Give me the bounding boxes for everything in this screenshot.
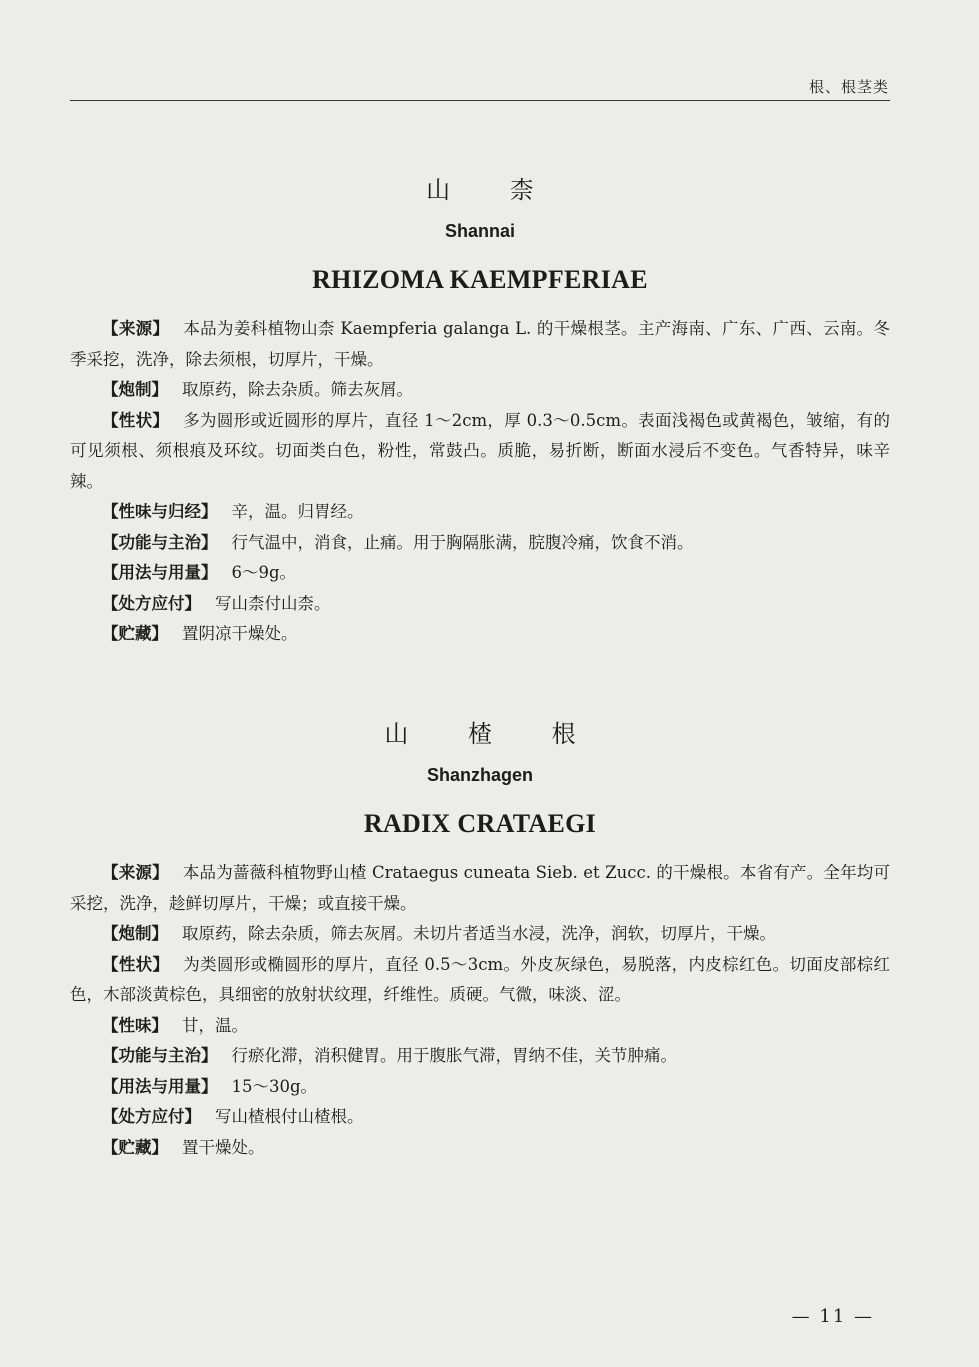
- section-label: 【功能与主治】: [102, 532, 218, 552]
- entry-shannai: [70, 170, 890, 650]
- section-label: 【来源】: [102, 863, 169, 882]
- section-text: 取原药，除去杂质，筛去灰屑。未切片者适当水浸，洗净，润软，切厚片，干燥。: [182, 924, 776, 943]
- section-text: 6～9g。: [231, 563, 297, 582]
- section-text: 甘，温。: [182, 1015, 248, 1035]
- section-text: 为类圆形或椭圆形的厚片，直径 0.5～3cm。外皮灰绿色，易脱落，内皮棕红色。切面皮部棕红色，木部淡黄棕色，具细密的放射状纹理，纤维性。质硬。气微，味淡、涩。: [70, 954, 891, 1004]
- section-processing: [70, 919, 890, 950]
- section-label: 【功能与主治】: [102, 1046, 218, 1065]
- section-nature: [70, 1011, 890, 1042]
- section-text: 多为圆形或近圆形的厚片，直径 1～2cm，厚 0.3～0.5cm。表面浅褐色或黄褐色，皱缩，有的可见须根、须根痕及环纹。切面类白色，粉性，常鼓凸。质脆，易折断，断面水浸后不变色。气香特异，味辛辣。: [70, 410, 890, 491]
- section-storage: [70, 1133, 890, 1164]
- section-text: 写山楂根付山楂根。: [215, 1107, 364, 1126]
- section-text: 行气温中，消食，止痛。用于胸隔胀满，脘腹冷痛，饮食不消。: [231, 532, 694, 552]
- section-text: 行瘀化滞，消积健胃。用于腹胀气滞，胃纳不佳，关节肿痛。: [231, 1046, 677, 1065]
- entry-pinyin: Shannai: [444, 221, 515, 241]
- section-text: 本品为蔷薇科植物野山楂 Crataegus cuneata Sieb. et Zucc. 的干燥根。本省有产。全年均可采挖，洗净，趁鲜切厚片，干燥；或直接干燥。: [70, 863, 891, 913]
- section-source: [70, 314, 890, 375]
- header-rule: [70, 100, 890, 101]
- section-label: 【性状】: [102, 954, 170, 974]
- section-source: [70, 858, 890, 919]
- section-label: 【贮藏】: [102, 1137, 168, 1157]
- entry-latin-name: RHIZOMA KAEMPFERIAE: [312, 265, 648, 294]
- section-dosage: [70, 1072, 890, 1103]
- section-storage: [70, 619, 890, 650]
- section-prescription: [70, 1102, 890, 1133]
- section-text: 15～30g。: [231, 1076, 318, 1096]
- section-label: 【性味与归经】: [102, 502, 218, 521]
- section-functions: [70, 528, 890, 559]
- section-label: 【性味】: [102, 1015, 168, 1035]
- section-processing: [70, 375, 890, 406]
- section-nature-meridian: [70, 497, 890, 528]
- entry-chinese-title: 山 楂 根: [384, 720, 602, 748]
- section-text: 置阴凉干燥处。: [182, 624, 298, 643]
- section-label: 【贮藏】: [102, 624, 168, 643]
- entry-pinyin: Shanzhagen: [426, 765, 533, 785]
- entry-latin-name: RADIX CRATAEGI: [363, 809, 597, 838]
- section-description: [70, 950, 890, 1011]
- section-label: 【处方应付】: [102, 593, 201, 613]
- section-text: 写山柰付山柰。: [215, 593, 331, 613]
- entry-body: [70, 858, 890, 1163]
- running-head: 根、根茎类: [808, 78, 889, 96]
- section-label: 【性状】: [102, 410, 170, 430]
- section-description: [70, 406, 890, 498]
- section-label: 【炮制】: [102, 924, 168, 943]
- section-label: 【来源】: [102, 319, 170, 338]
- entry-chinese-title: 山 柰: [426, 176, 560, 204]
- section-functions: [70, 1041, 890, 1072]
- section-label: 【用法与用量】: [102, 1076, 218, 1096]
- section-label: 【炮制】: [102, 380, 168, 399]
- section-dosage: [70, 558, 890, 589]
- section-text: 本品为姜科植物山柰 Kaempferia galanga L. 的干燥根茎。主产海南、广东、广西、云南。冬季采挖，洗净，除去须根，切厚片，干燥。: [70, 319, 890, 369]
- entry-body: [70, 314, 890, 650]
- section-text: 取原药，除去杂质。筛去灰屑。: [182, 380, 413, 399]
- page-number: — 11 —: [791, 1306, 874, 1327]
- section-prescription: [70, 589, 890, 620]
- section-text: 辛，温。归胃经。: [231, 502, 364, 521]
- section-label: 【处方应付】: [102, 1107, 201, 1126]
- section-label: 【用法与用量】: [102, 563, 218, 582]
- section-text: 置干燥处。: [182, 1137, 265, 1157]
- entry-shanzhagen: [70, 714, 890, 1163]
